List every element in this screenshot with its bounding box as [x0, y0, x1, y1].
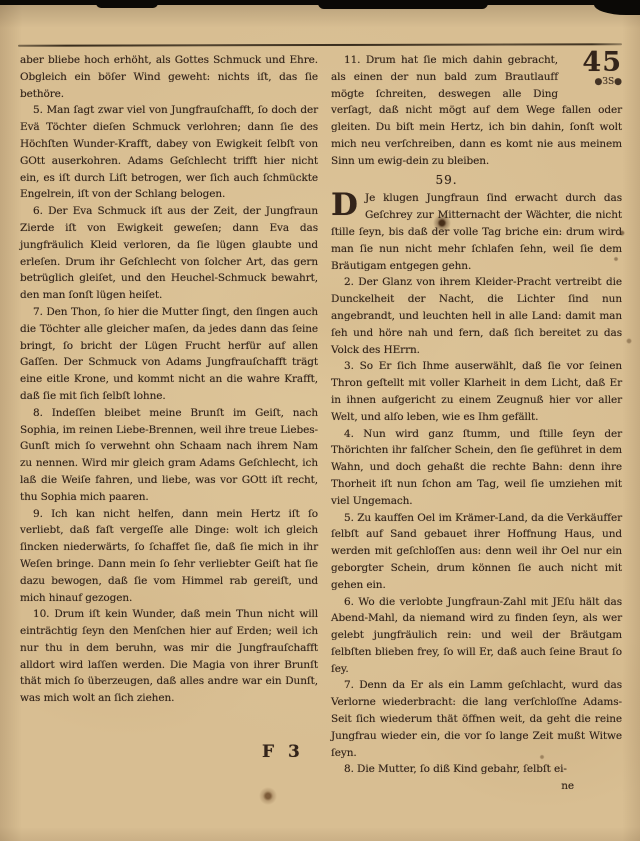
- drop-cap: D: [331, 187, 358, 224]
- page-number-block: [566, 49, 622, 93]
- right-column: [331, 47, 622, 795]
- head-rule: [18, 43, 622, 47]
- paragraph-continuation: aber bliebe hoch erhöht, als Gottes Schmuck und Ehre. Obgleich ein böſer Wind geweht: nichts iſt, das ſie bethöre.: [20, 54, 318, 100]
- paragraph-s6: 6. Wo die verlobte Jungfraun-Zahl mit JEſu hält das Abend-Mahl, da niemand wird zu finden ſeyn, als wer gelebt jungfräulich rein: und weil der Bräutgam ſelbſten blieben frey, ſo will Er, daß auch ſeine Braut ſo ſey.: [331, 595, 622, 675]
- paragraph-s3: 3. So Er ſich Ihme auserwählt, daß ſie vor ſeinen Thron geſtellt mit voller Klarheit in dem Licht, daß Er in ihnen aufgericht zu einem Zeugnuß hier vor aller Welt, und alſo leben, wie es Ihm gefällt.: [331, 360, 622, 423]
- paragraph-s2: 2. Der Glanz von ihrem Kleider-Pracht vertreibt die Dunckelheit der Nacht, die Lichter ſind nun angebrandt, und leuchten hell in alle Land: damit man ſeh und höre nah und fern, daß ſich bereitet zu das Volck des HErrn.: [331, 276, 622, 356]
- scan-edge-corner: [594, 0, 640, 15]
- section-opening-paragraph: [331, 187, 622, 274]
- opening-text: Je klugen Jungfraun ſind erwacht durch das Geſchrey zur Mitternacht der Wächter, die nicht ſtille ſeyn, bis daß der volle Tag briche ein: drum wird man ſie nun nicht mehr ſchlafen ſehn, weil ſie dem Bräutigam entgegen gehn.: [331, 192, 622, 272]
- catchword: ne: [561, 780, 574, 793]
- paragraph-8: 8. Indeſſen bleibet meine Brunſt im Geiſt, nach Sophia, im reinen Liebe-Brennen, weil ihre treue Liebes-Gunſt mich ſo verwehnt ohn Schaam nach ihrem Nam zu nennen. Wird mir gleich gram Adams Geſchlecht, ich laß die Weiſe fahren, und liebe, was vor GOtt iſt recht, thu Sophia mich paaren.: [20, 406, 318, 503]
- paragraph-s7: 7. Denn da Er als ein Lamm geſchlacht, wurd das Verlorne wiederbracht: die lang verſchloſſne Adams-Seit ſich wiederum thät öffnen weit, da geht die reine Jungfrau wieder ein, die vor ſo lange Zeit mußt Witwe ſeyn.: [331, 679, 622, 759]
- paragraph-10: 10. Drum iſt kein Wunder, daß mein Thun nicht will einträchtig ſeyn den Menſchen hier auf Erden; weil ich nur thu in dem beruhn, was mir die Jungfrauſchafft alldort wird laſſen werden. Die Magia von ihrer Brunſt thät mich ſo überzeugen, daß alles andre war ein Dunſt, was mich wolt an ſich ziehen.: [20, 608, 318, 705]
- paragraph-5: 5. Man ſagt zwar viel von Jungfrauſchafft, ſo doch der Evä Töchter dieſen Schmuck verlohren; dann ſie des Höchſten Wunder-Krafft, dabey von Ewigkeit ſelbſt von GOtt auserkohren. Adams Geſchlecht trifft hier nicht ein, es iſt durch Liſt betrogen, wer ſich auch ſchmückte Engelrein, iſt von der Schlang belogen.: [20, 104, 318, 201]
- left-column: [20, 52, 318, 707]
- paragraph-s5: 5. Zu kauffen Oel im Krämer-Land, da die Verkäuffer ſelbſt auf Sand gebauet ihrer Hoffnung Haus, und werden mit geſchloſſen aus: denn weil ihr Oel nur ein geborgter Schein, drum können ſie auch nicht mit gehen ein.: [331, 511, 622, 591]
- paragraph-6: 6. Der Eva Schmuck iſt aus der Zeit, der Jungfraun Zierde iſt von Ewigkeit geweſen; dann Eva das jungfräulich Kleid verloren, da ſie lügen glaubte und erleſen. Drum ihr Geſchlecht von ſolcher Art, das gern betrüglich gleiſet, und den Heuchel-Schmuck bewahrt, den man ſonſt lügen heiſet.: [20, 205, 318, 302]
- paragraph-s8: 8. Die Mutter, ſo diß Kind gebahr, ſelbſt ei-: [344, 763, 567, 776]
- section-number: 59.: [435, 172, 458, 187]
- page-number: 45: [582, 47, 622, 78]
- signature-mark: F 3: [262, 742, 304, 762]
- paragraph-7: 7. Den Thon, ſo hier die Mutter ſingt, den ſingen auch die Töchter alle gleicher maſen, da jedes dann das ſeine bringt, ſo bricht der Lügen Frucht herfür auf allen Gaſſen. Der Schmuck von Adams Jungfrauſchafft trägt eine eitle Krone, und kommt nicht an die wahre Krafft, daß ſie mit ſich ſelbſt lohne.: [20, 305, 318, 402]
- paragraph-11: 11. Drum hat ſie mich dahin gebracht, als einen der nun bald zum Brautlauff mögte ſchreiten, deswegen alle Ding verſagt, daß nicht mögt auf dem Wege fallen oder gleiten. Du biſt mein Hertz, ich bin dahin, ſonſt wolt mich neu verſchreiben, dann es komt nie aus meinem Sinn um ewig-dein zu bleiben.: [331, 54, 622, 167]
- scan-edge-blob-mid: [318, 0, 488, 9]
- paragraph-9: 9. Ich kan nicht helfen, dann mein Hertz iſt ſo verliebt, daß faſt vergeſſe alle Dinge: wolt ich gleich ſincken niederwärts, ſo ſchaffet ſie, daß ſie mich in ihr Weſen bringe. Dann mein ſo ſehr verliebter Geiſt hat ſie dazu bewogen, daß ſie vom Himmel rab gereiſt, und mich hinauf gezogen.: [20, 507, 318, 604]
- printer-ornament-icon: ●ЗЅ●: [594, 77, 622, 87]
- scan-edge-blob-left: [96, 0, 158, 8]
- paragraph-s4: 4. Nun wird ganz ſtumm, und ſtille ſeyn der Thörichten ihr falſcher Schein, den ſie geführet in dem Wahn, und doch gehaßt die rechte Bahn: denn ihre Thorheit iſt nun ſchon am Tag, weil ſie umziehen mit viel Ungemach.: [331, 427, 622, 507]
